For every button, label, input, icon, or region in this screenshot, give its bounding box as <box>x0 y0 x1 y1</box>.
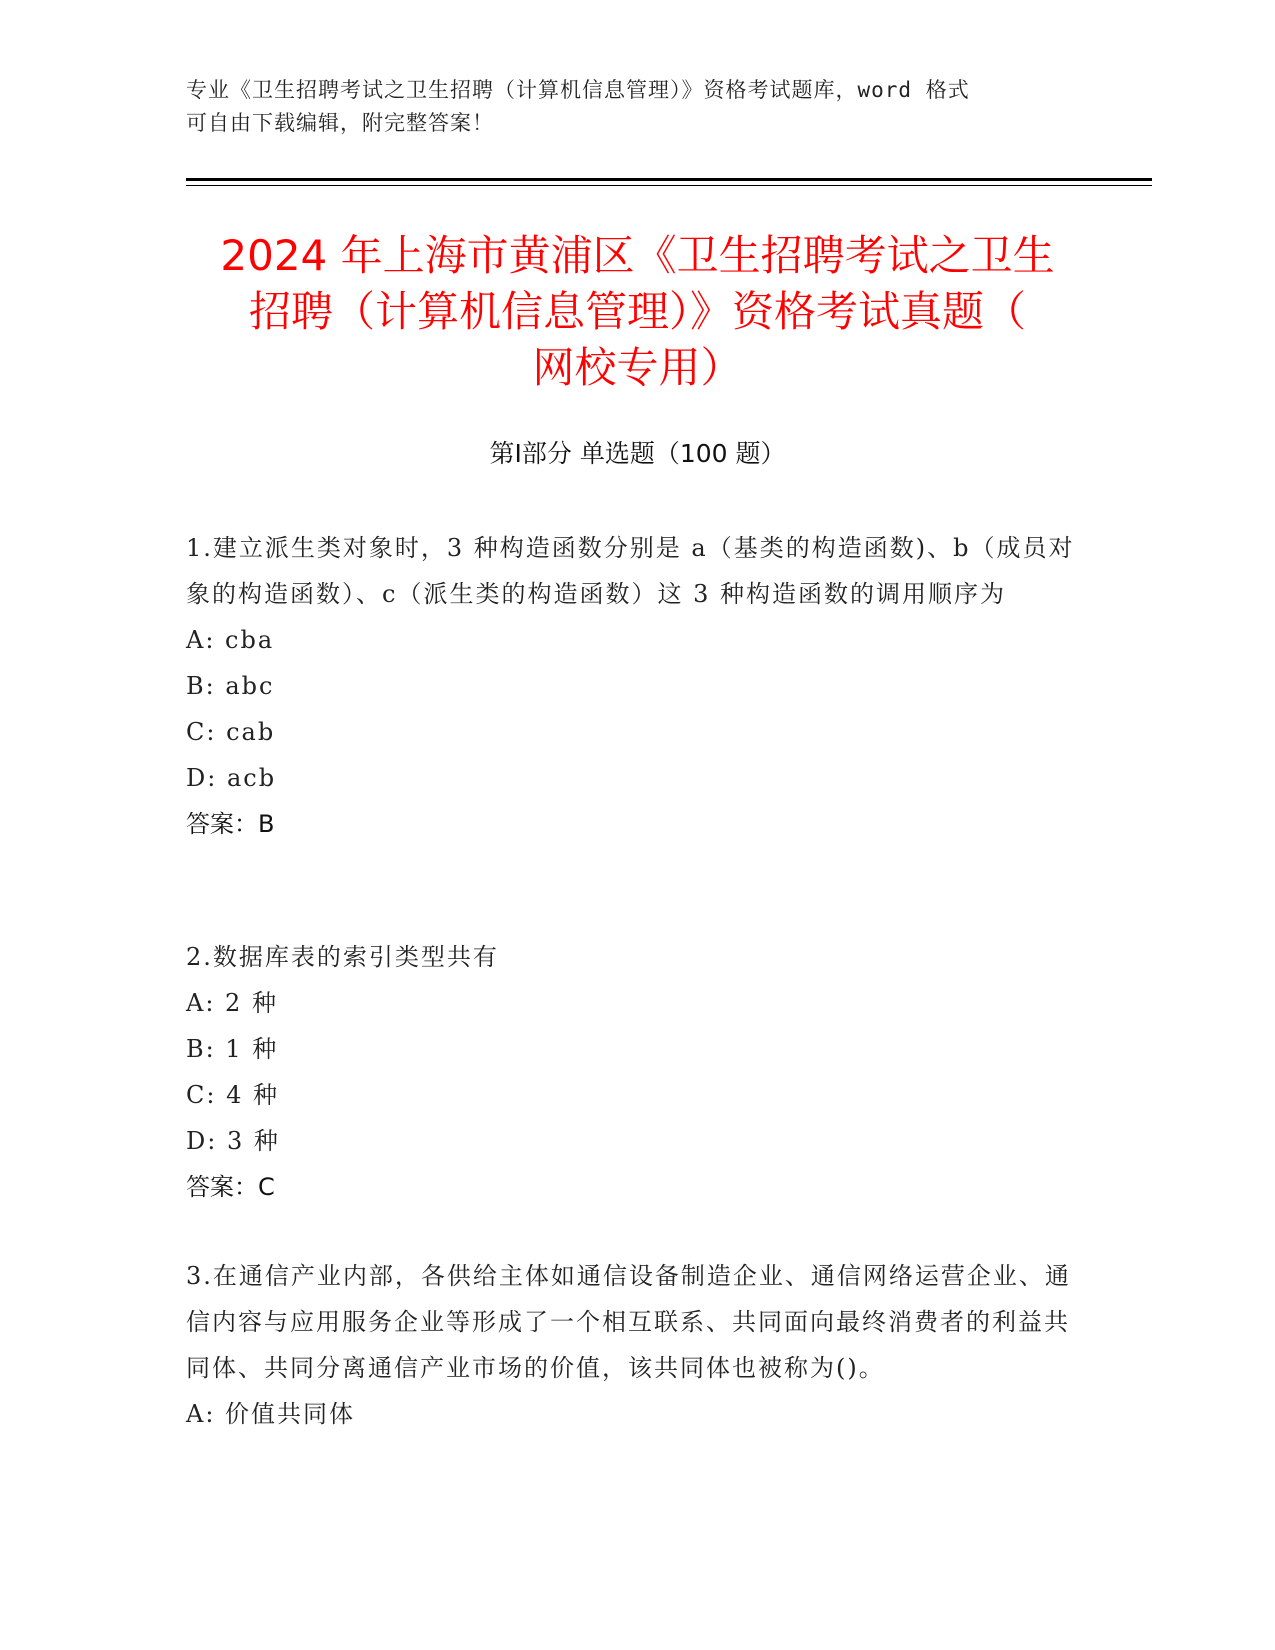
question-1 <box>186 525 1076 847</box>
section-heading: 第Ⅰ部分 单选题（100 题） <box>489 439 786 468</box>
option-a: A: 2 种 <box>186 989 278 1017</box>
title-line-1: 2024 年上海市黄浦区《卫生招聘考试之卫生 <box>220 231 1055 280</box>
title-line-3: 网校专用） <box>532 343 743 392</box>
intro-line-1: 专业《卫生招聘考试之卫生招聘（计算机信息管理）》资格考试题库，word 格式 <box>186 78 970 102</box>
option-b: B: 1 种 <box>186 1035 279 1063</box>
option-a: A: cba <box>186 626 275 654</box>
document-title <box>160 228 1115 396</box>
intro-text <box>186 74 1076 140</box>
option-b: B: abc <box>186 672 275 700</box>
option-d: D: acb <box>186 764 277 792</box>
title-line-2: 招聘（计算机信息管理）》资格考试真题（ <box>248 287 1026 336</box>
intro-line-2: 可自由下载编辑，附完整答案！ <box>186 111 494 135</box>
header-rule-thick <box>186 178 1152 181</box>
question-text: 3.在通信产业内部，各供给主体如通信设备制造企业、通信网络运营企业、通信内容与应用服务企业等形成了一个相互联系、共同面向最终消费者的利益共同体、共同分离通信产业市场的价值，该共同体也被称为()。 <box>186 1262 1071 1382</box>
question-text: 1.建立派生类对象时，3 种构造函数分别是 a（基类的构造函数)、b（成员对象的构造函数）、c（派生类的构造函数）这 3 种构造函数的调用顺序为 <box>186 534 1075 608</box>
option-d: D: 3 种 <box>186 1127 280 1155</box>
option-c: C: 4 种 <box>186 1081 279 1109</box>
answer: 答案：B <box>186 810 275 838</box>
option-c: C: cab <box>186 718 276 746</box>
question-3 <box>186 1253 1076 1437</box>
question-text: 2.数据库表的索引类型共有 <box>186 943 499 971</box>
header-rule-thin <box>186 185 1152 186</box>
answer: 答案：C <box>186 1173 275 1201</box>
question-2 <box>186 934 1076 1210</box>
option-a: A: 价值共同体 <box>186 1400 356 1428</box>
